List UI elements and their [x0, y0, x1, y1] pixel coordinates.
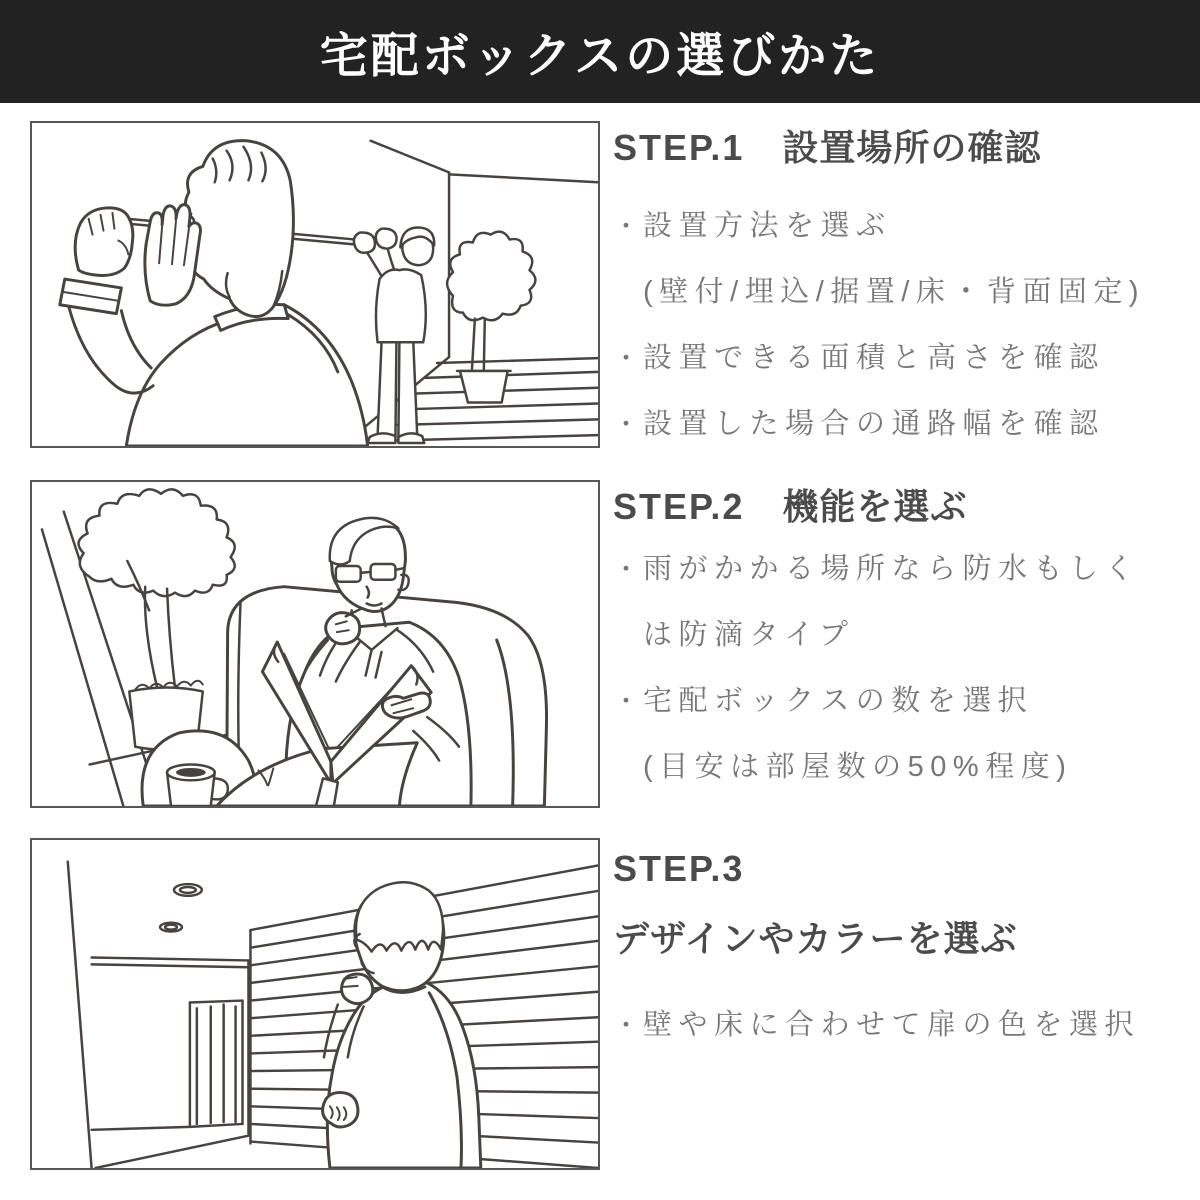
list-item — [613, 391, 1173, 457]
bullet-marker: ・ — [613, 211, 640, 241]
list-item — [613, 668, 1173, 800]
header-bar — [0, 0, 1200, 103]
bullet-marker: ・ — [613, 409, 640, 439]
step3-heading-label — [613, 834, 1173, 904]
step1-text-block — [613, 121, 1173, 457]
step3-heading-title — [613, 904, 1173, 974]
bullet-marker: ・ — [613, 554, 640, 584]
step3-label: STEP.3 — [613, 848, 745, 889]
bullet-text: 壁や床に合わせて扉の色を選択 — [643, 1009, 1141, 1041]
bullet-marker: ・ — [613, 686, 640, 716]
bullet-text: 設置方法を選ぶ — [643, 210, 892, 242]
bullet-marker: ・ — [613, 1010, 640, 1040]
step2-heading — [613, 480, 1173, 534]
step2-title: 機能を選ぶ — [782, 486, 968, 527]
list-item — [613, 536, 1173, 668]
step1-illustration-frame — [30, 121, 600, 448]
bullet-text: (壁付/埋込/据置/床・背面固定) — [643, 276, 1145, 308]
step2-text-block — [613, 480, 1173, 800]
bullet-text: 設置した場合の通路幅を確認 — [643, 408, 1105, 440]
bullet-text: (目安は部屋数の50%程度) — [643, 751, 1073, 783]
step1-title: 設置場所の確認 — [782, 127, 1042, 168]
step2-illustration-frame — [30, 480, 600, 808]
step2-label: STEP.2 — [613, 486, 745, 527]
step1-label: STEP.1 — [613, 127, 745, 168]
slat-wall-illustration — [32, 840, 598, 1168]
bullet-text: 設置できる面積と高さを確認 — [643, 342, 1105, 374]
step3-title: デザインやカラーを選ぶ — [613, 918, 1018, 959]
bullet-marker: ・ — [613, 343, 640, 373]
reading-catalog-illustration — [32, 482, 598, 806]
list-item — [613, 193, 1173, 325]
page-title: 宅配ボックスの選びかた — [319, 30, 881, 83]
bullet-text: 雨がかかる場所なら防水もしく — [643, 553, 1141, 585]
step3-illustration-frame — [30, 838, 600, 1170]
step1-heading — [613, 121, 1173, 175]
bullet-text: は防滴タイプ — [643, 619, 855, 651]
step3-text-block — [613, 834, 1173, 1058]
bullet-text: 宅配ボックスの数を選択 — [643, 685, 1034, 717]
measuring-wall-illustration — [32, 123, 598, 446]
list-item — [613, 992, 1173, 1058]
list-item — [613, 325, 1173, 391]
